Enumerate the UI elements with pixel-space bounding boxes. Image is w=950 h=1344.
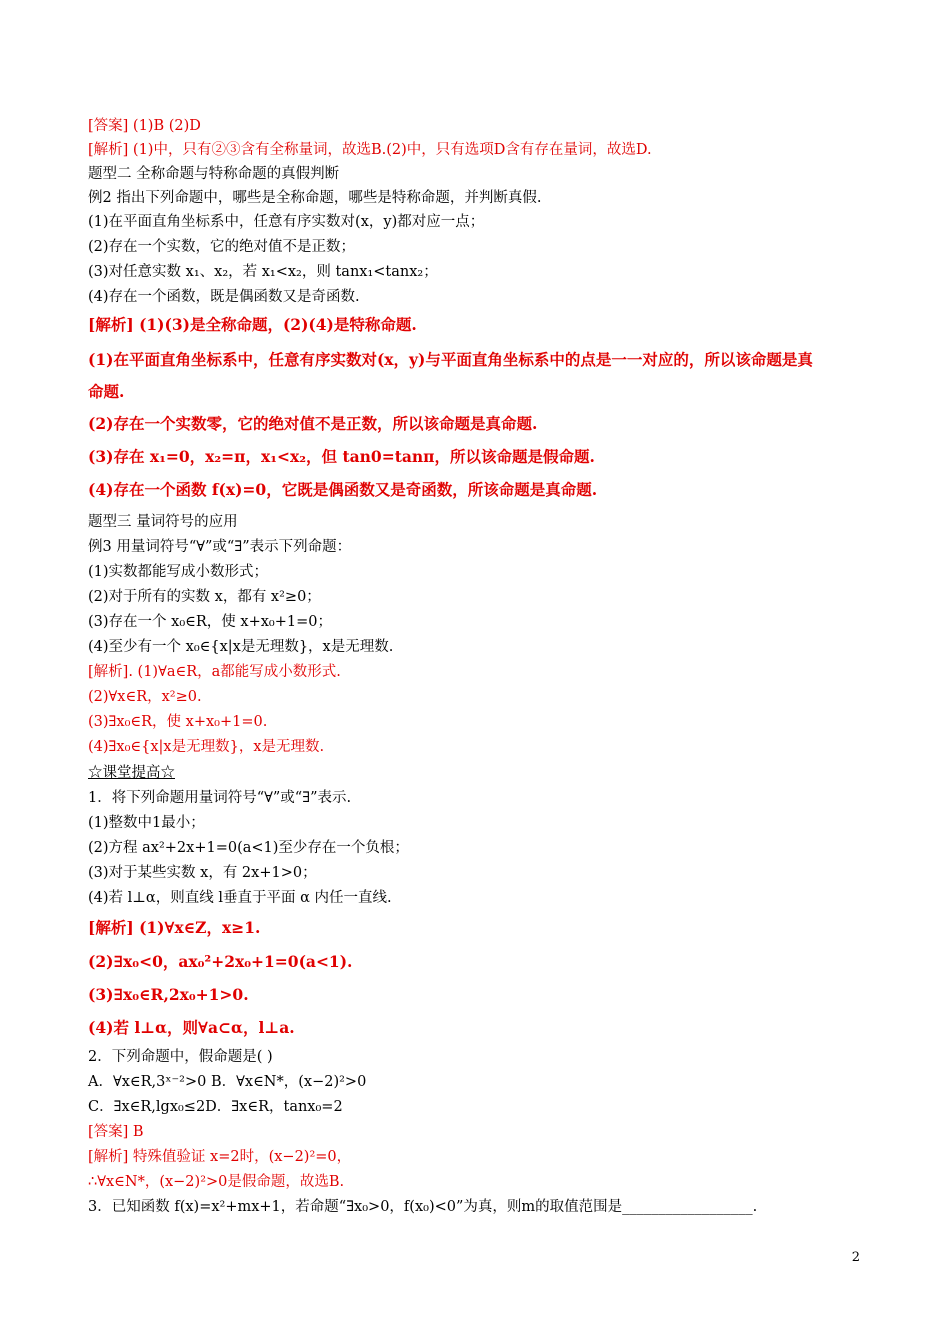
text-line: ∴∀x∈N*，(x−2)²>0是假命题，故选B. [88, 1174, 345, 1190]
text-line: 2．下列命题中，假命题是( ) [88, 1049, 273, 1065]
text-line: [解析] (1)∀x∈Z，x≥1. [88, 918, 261, 937]
text-line: A．∀x∈R,3ˣ⁻²>0 B．∀x∈N*，(x−2)²>0 [88, 1074, 367, 1090]
text-line: 3．已知函数 f(x)=x²+mx+1，若命题“∃x₀>0，f(x₀)<0”为真，则m的取值范围是__________________. [88, 1199, 758, 1215]
text-line: 例2 指出下列命题中，哪些是全称命题，哪些是特称命题，并判断真假. [88, 190, 542, 206]
text-line: 题型二 全称命题与特称命题的真假判断 [88, 166, 340, 182]
text-line: (4)若 l⊥α，则∀a⊂α，l⊥a. [88, 1018, 295, 1037]
text-line: (1)在平面直角坐标系中，任意有序实数对(x，y)都对应一点； [88, 214, 485, 230]
text-line: (1)整数中1最小； [88, 815, 205, 831]
text-line: 例3 用量词符号“∀”或“∃”表示下列命题： [88, 539, 352, 555]
text-line: [解析] 特殊值验证 x=2时，(x−2)²=0， [88, 1149, 352, 1165]
text-line: (2)对于所有的实数 x，都有 x²≥0； [88, 589, 321, 605]
text-line: C．∃x∈R,lgx₀≤2D．∃x∈R，tanx₀=2 [88, 1099, 343, 1115]
text-line: [答案] B [88, 1124, 144, 1140]
text-line: (2)方程 ax²+2x+1=0(a<1)至少存在一个负根； [88, 840, 409, 856]
text-line: 命题. [88, 382, 125, 401]
text-line: 题型三 量词符号的应用 [88, 514, 238, 530]
text-line: [解析] (1)(3)是全称命题，(2)(4)是特称命题. [88, 315, 417, 334]
text-line: [答案] (1)B (2)D [88, 118, 201, 134]
text-line: (3)存在 x₁=0，x₂=π，x₁<x₂，但 tan0=tanπ，所以该命题是假命题. [88, 447, 595, 466]
text-line: (4)存在一个函数，既是偶函数又是奇函数. [88, 289, 360, 305]
text-line: (3)存在一个 x₀∈R，使 x+x₀+1=0； [88, 614, 332, 630]
text-line: (2)存在一个实数，它的绝对值不是正数； [88, 239, 356, 255]
text-line: (3)对于某些实数 x，有 2x+1>0； [88, 865, 317, 881]
text-line: (3)∃x₀∈R,2x₀+1>0. [88, 985, 249, 1004]
text-line: (4)存在一个函数 f(x)=0，它既是偶函数又是奇函数，所该命题是真命题. [88, 480, 598, 499]
text-line: (2)∃x₀<0，ax₀²+2x₀+1=0(a<1). [88, 952, 353, 971]
page-number: 2 [851, 1250, 860, 1265]
text-line: (2)∀x∈R，x²≥0. [88, 689, 202, 705]
text-line: (3)∃x₀∈R，使 x+x₀+1=0. [88, 714, 268, 730]
text-line: 1．将下列命题用量词符号“∀”或“∃”表示. [88, 790, 352, 806]
text-line: [解析]. (1)∀a∈R，a都能写成小数形式. [88, 664, 341, 680]
text-line: (3)对任意实数 x₁、x₂，若 x₁<x₂，则 tanx₁<tanx₂； [88, 264, 438, 280]
text-line: (4)若 l⊥α，则直线 l垂直于平面 α 内任一直线. [88, 890, 392, 906]
text-line: (1)在平面直角坐标系中，任意有序实数对(x，y)与平面直角坐标系中的点是一一对应的，所以该命题是真 [88, 350, 813, 369]
text-line: (4)至少有一个 x₀∈{x|x是无理数}，x是无理数. [88, 639, 394, 655]
text-line: (2)存在一个实数零，它的绝对值不是正数，所以该命题是真命题. [88, 414, 538, 433]
text-line: [解析] (1)中，只有②③含有全称量词，故选B.(2)中，只有选项D含有存在量词，故选D. [88, 142, 652, 158]
text-line: ☆课堂提高☆ [88, 765, 175, 781]
text-line: (1)实数都能写成小数形式； [88, 564, 269, 580]
text-line: (4)∃x₀∈{x|x是无理数}，x是无理数. [88, 739, 325, 755]
